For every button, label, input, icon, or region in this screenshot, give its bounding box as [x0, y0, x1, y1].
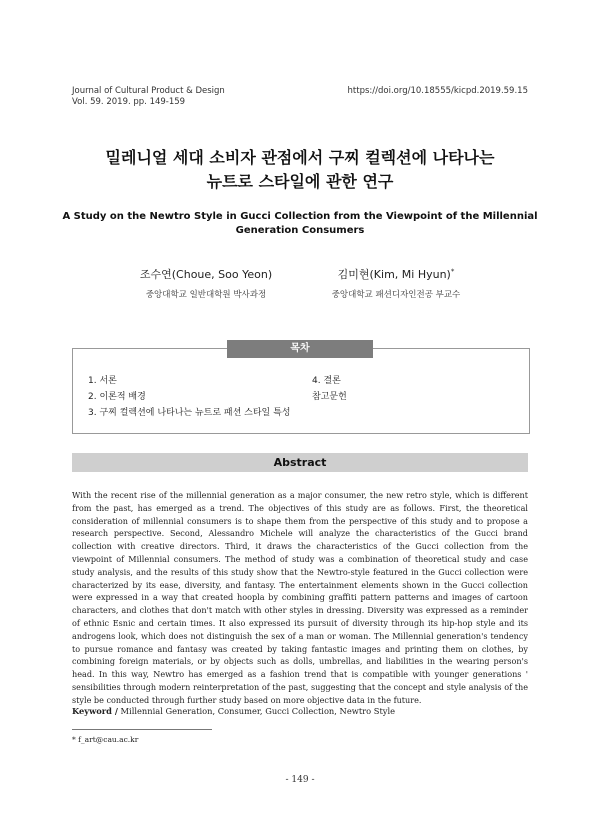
journal-volume: Vol. 59. 2019. pp. 149-159: [72, 97, 186, 107]
keyword-line: [72, 706, 395, 716]
keyword-values: Millennial Generation, Consumer, Gucci Collection, Newtro Style: [120, 706, 396, 716]
author-2-name: [296, 266, 496, 282]
korean-title-line2: 뉴트로 스타일에 관한 연구: [206, 172, 394, 191]
footnote-mark: *: [72, 735, 76, 744]
corresponding-author-mark: *: [450, 267, 455, 276]
author-1-affiliation: 중앙대학교 일반대학원 박사과정: [145, 290, 267, 300]
journal-info: [72, 86, 225, 108]
korean-title-line1: 밀레니얼 세대 소비자 관점에서 구찌 컬렉션에 나타나는: [105, 148, 495, 167]
author-1-name-text: 조수연(Choue, Soo Yeon): [139, 268, 273, 281]
page-number: - 149 -: [285, 775, 315, 785]
author-2-name-text: 김미현(Kim, Mi Hyun): [337, 268, 451, 281]
footnote-email: f_art@cau.ac.kr: [78, 735, 139, 744]
english-title: A Study on the Newtro Style in Gucci Collection from the Viewpoint of the Millennial Generation Consumers: [62, 211, 538, 236]
korean-title: [40, 146, 560, 194]
author-2-affiliation: 중앙대학교 패션디자인전공 부교수: [331, 290, 461, 300]
abstract-heading: Abstract: [72, 453, 528, 472]
toc-heading: 목차: [227, 340, 373, 358]
toc-item: 2. 이론적 배경: [88, 392, 146, 402]
journal-name: Journal of Cultural Product & Design: [72, 86, 225, 96]
keyword-label: Keyword /: [72, 706, 118, 716]
abstract-text: With the recent rise of the millennial generation as a major consumer, the new retro style, which is different from the past, has emerged as a trend. The objectives of this study are as follows. First, the theoretical consideration of millennial consumers is to shape them from the perspective of this study and to propose a research perspective. Second, Alessandro Michele will analyze the characteristics of the Gucci brand collection with creative directors. Third, it draws the characteristics of the Gucci collection from the viewpoint of Millennial consumers. The method of study was a combination of theoretical study and case study analysis, and the results of this study show that the Newtro-style featured in the Gucci collection were characterized by its ease, diversity, and fantasy. The entertainment elements shown in the Gucci collection were expressed in a way that created hoopla by combining graffiti pattern patterns and images of cartoon characters, and clothes that don't match with other styles in dressing. Diversity was expressed as a reminder of ethnic Esnic and certain times. It also expressed its pursuit of diversity through its hip-hop style and its androgens look, which does not distinguish the sex of a man or woman. The Millennial generation's tendency to pursue romance and fantasy was created by taking fantastic images and printing them on clothes, by combining foreign materials, or by objects such as dolls, umbrellas, and liabilities in the wearing person's head. In this way, Newtro has emerged as a fashion trend that is compatible with younger generations ' sensibilities through modern reinterpretation of the past, suggesting that the concept and style analysis of the style be conducted through further study based on more objective data in the future.: [72, 490, 528, 705]
toc-item: 4. 결론: [312, 376, 341, 386]
toc-item: 참고문헌: [312, 392, 347, 402]
footnote-divider: [72, 729, 212, 730]
doi-link[interactable]: https://doi.org/10.18555/kicpd.2019.59.15: [347, 86, 528, 96]
toc-item: 3. 구찌 컬렉션에 나타나는 뉴트로 패션 스타일 특성: [88, 408, 291, 418]
author-1-name: [106, 266, 306, 282]
toc-item: 1. 서론: [88, 376, 117, 386]
footnote: [72, 735, 138, 744]
